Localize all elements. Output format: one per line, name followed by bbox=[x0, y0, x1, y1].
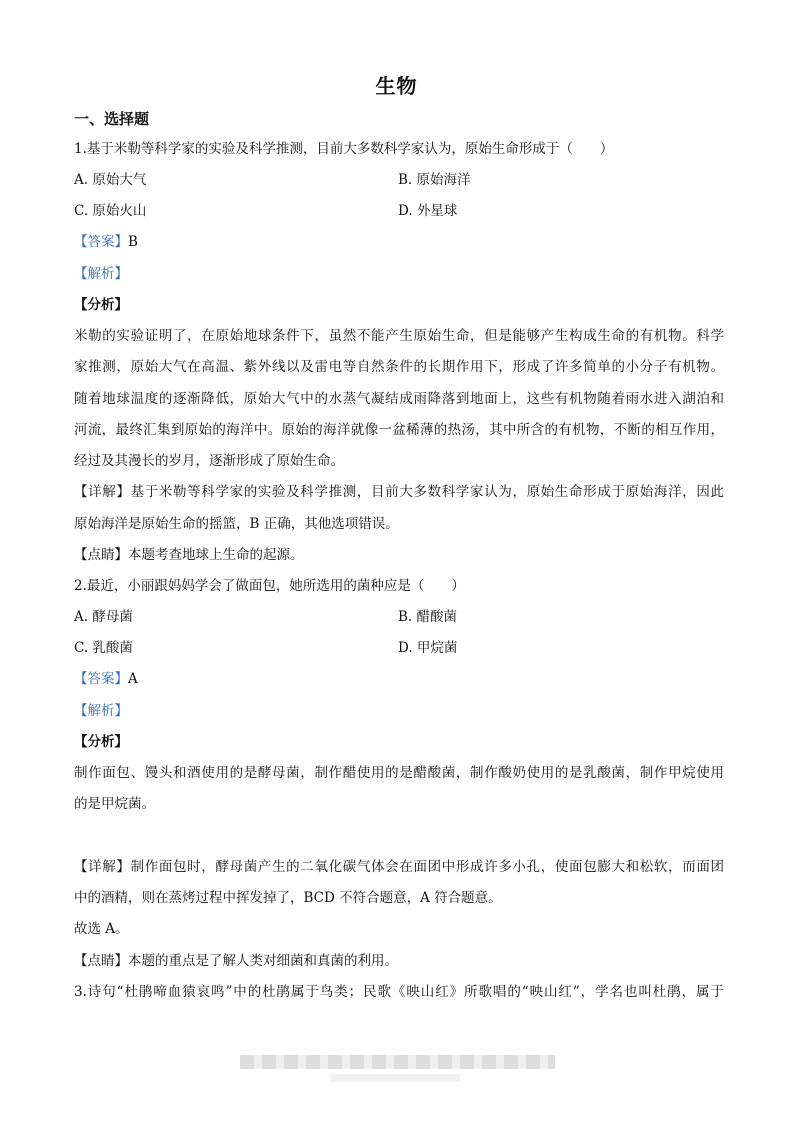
answer-tag: 【答案】 bbox=[74, 234, 128, 250]
blurred-footer-watermark bbox=[240, 1055, 555, 1069]
q2-detail-line: 中的酒精，则在蒸烤过程中挥发掉了，BCD 不符合题意，A 符合题意。 bbox=[74, 890, 502, 906]
q2-choose: 故选 A。 bbox=[74, 921, 129, 937]
q1-analysis-line: 随着地球温度的逐渐降低，原始大气中的水蒸气凝结成雨降落到地面上，这些有机物随着雨水进入湖泊和 bbox=[74, 391, 724, 407]
q2-option-b: B. 醋酸菌 bbox=[398, 609, 458, 625]
q1-option-c: C. 原始火山 bbox=[74, 203, 147, 219]
q1-analysis-line: 经过及其漫长的岁月，逐渐形成了原始生命。 bbox=[74, 453, 344, 469]
q1-option-d: D. 外星球 bbox=[398, 203, 458, 219]
q2-option-d: D. 甲烷菌 bbox=[398, 640, 458, 656]
q1-option-b: B. 原始海洋 bbox=[398, 172, 471, 188]
q1-detail-line: 原始海洋是原始生命的摇篮，B 正确，其他选项错误。 bbox=[74, 516, 399, 532]
q1-analysis-line: 河流，最终汇集到原始的海洋中。原始的海洋就像一盆稀薄的热汤，其中所含的有机物，不断的相互作用， bbox=[74, 422, 724, 438]
q1-option-a: A. 原始大气 bbox=[74, 172, 147, 188]
q1-detail-line: 【详解】基于米勒等科学家的实验及科学推测，目前大多数科学家认为，原始生命形成于原始海洋，因此 bbox=[74, 484, 724, 500]
q2-analysis-line: 制作面包、馒头和酒使用的是酵母菌，制作醋使用的是醋酸菌，制作酸奶使用的是乳酸菌，制作甲烷使用 bbox=[74, 765, 724, 781]
q3-stem: 3.诗句“杜鹃啼血猿哀鸣”中的杜鹃属于鸟类；民歌《映山红》所歌唱的“映山红”，学名也叫杜鹃，属于 bbox=[74, 984, 724, 1000]
q1-analysis-line: 米勒的实验证明了，在原始地球条件下，虽然不能产生原始生命，但是能够产生构成生命的有机物。科学 bbox=[74, 328, 724, 344]
q1-stem: 1.基于米勒等科学家的实验及科学推测，目前大多数科学家认为，原始生命形成于（ ） bbox=[74, 141, 614, 157]
q2-answer-line bbox=[74, 669, 724, 689]
q1-dianjing: 【点睛】本题考查地球上生命的起源。 bbox=[74, 547, 304, 563]
q2-fenxi-tag: 【分析】 bbox=[74, 734, 128, 750]
q2-stem: 2.最近，小丽跟妈妈学会了做面包，她所选用的菌种应是（ ） bbox=[74, 578, 465, 594]
q1-fenxi-tag: 【分析】 bbox=[74, 297, 128, 313]
q1-answer: B bbox=[128, 234, 138, 250]
page-title: 生物 bbox=[375, 74, 418, 98]
q1-analysis-line: 家推测，原始大气在高温、紫外线以及雷电等自然条件的长期作用下，形成了许多简单的小分子有机物。 bbox=[74, 359, 724, 375]
q2-detail-line: 【详解】制作面包时，酵母菌产生的二氧化碳气体会在面团中形成许多小孔，使面包膨大和松软，而面团 bbox=[74, 859, 724, 875]
q2-analysis-line: 的是甲烷菌。 bbox=[74, 796, 155, 812]
q2-answer: A bbox=[128, 671, 138, 687]
q2-option-a: A. 酵母菌 bbox=[74, 609, 133, 625]
section-heading: 一、选择题 bbox=[74, 110, 150, 128]
q2-dianjing: 【点睛】本题的重点是了解人类对细菌和真菌的利用。 bbox=[74, 953, 398, 969]
q2-option-c: C. 乳酸菌 bbox=[74, 640, 133, 656]
q1-jiexi-tag: 【解析】 bbox=[74, 266, 128, 282]
answer-tag: 【答案】 bbox=[74, 671, 128, 687]
q1-answer-line bbox=[74, 232, 724, 252]
q2-jiexi-tag: 【解析】 bbox=[74, 703, 128, 719]
blurred-footer-watermark bbox=[330, 1074, 460, 1082]
